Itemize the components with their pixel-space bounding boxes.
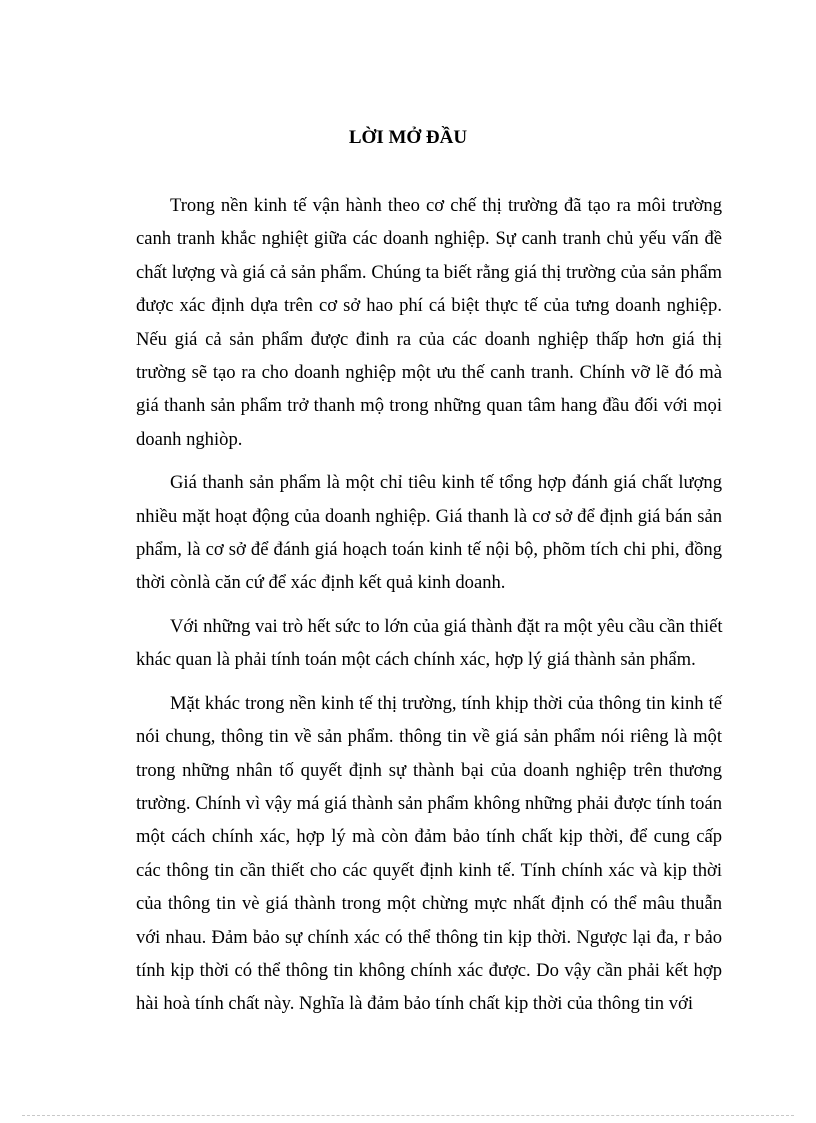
text-line: chất lượng và giá cả sản phẩm. Chúng ta biết rằng giá thị trường của sản phẩm: [136, 261, 722, 283]
text-line: trường. Chính vì vậy má giá thành sản phẩm không những phải được tính toán: [136, 792, 722, 814]
page-title: LỜI MỞ ĐẦU: [348, 127, 468, 148]
text-line: khác quan là phải tính toán một cách chính xác, hợp lý giá thành sản phẩm.: [136, 649, 696, 671]
text-line: trong những nhân tố quyết định sự thành bại của doanh nghiệp trên thương: [136, 759, 722, 781]
text-line: nhiều mặt hoạt động của doanh nghiệp. Giá thanh là cơ sở để định giá bán sản: [136, 505, 722, 527]
paragraph-3: [136, 610, 722, 677]
text-line: doanh nghiòp.: [136, 428, 243, 450]
text-line: được xác định dựa trên cơ sở hao phí cá biệt thực tế của tưng doanh nghiệp.: [136, 295, 722, 317]
text-line: trường sẽ tạo ra cho doanh nghiệp một ưu thế canh tranh. Chính vỡ lẽ đó mà: [136, 362, 722, 384]
text-line: các thông tin cần thiết cho các quyết định kinh tế. Tính chính xác và kịp thời: [136, 859, 722, 881]
page-bottom-divider: [22, 1115, 794, 1116]
text-line: Nếu giá cả sản phẩm được đinh ra của các doanh nghiệp thấp hơn giá thị: [136, 328, 722, 350]
text-line: tính kịp thời có thể thông tin không chính xác được. Do vậy cần phải kết hợp: [136, 959, 722, 981]
text-line: một cách chính xác, hợp lý mà còn đảm bảo tính chất kịp thời, để cung cấp: [136, 826, 722, 848]
text-line: thời cònlà căn cứ để xác định kết quả kinh doanh.: [136, 572, 506, 594]
text-line: canh tranh khắc nghiệt giữa các doanh nghiệp. Sự canh tranh chủ yếu vấn đề: [136, 228, 722, 250]
paragraph-2: [136, 466, 722, 600]
text-line: Mặt khác trong nền kinh tế thị trường, tính khịp thời của thông tin kinh tế: [170, 692, 722, 714]
text-line: với nhau. Đảm bảo sự chính xác có thể thông tin kịp thời. Ngược lại đa, r bảo: [136, 926, 722, 948]
body-text: [136, 189, 722, 1021]
paragraph-4: [136, 687, 722, 1021]
text-line: giá thanh sản phẩm trở thanh mộ trong những quan tâm hang đầu đối với mọi: [136, 395, 722, 417]
text-line: Với những vai trò hết sức to lớn của giá thành đặt ra một yêu cầu cần thiết: [170, 615, 723, 637]
paragraph-1: [136, 189, 722, 456]
text-line: Trong nền kinh tế vận hành theo cơ chế thị trường đã tạo ra môi trường: [170, 195, 722, 216]
text-line: Giá thanh sản phẩm là một chỉ tiêu kinh tế tổng hợp đánh giá chất lượng: [170, 472, 722, 494]
text-line: nói chung, thông tin về sản phẩm. thông tin về giá sản phẩm nói riêng là một: [136, 726, 722, 748]
text-line: hài hoà tính chất này. Nghĩa là đảm bảo tính chất kịp thời của thông tin với: [136, 993, 694, 1015]
text-line: phẩm, là cơ sở để đánh giá hoạch toán kinh tế nội bộ, phõm tích chi phi, đồng: [136, 539, 722, 561]
text-line: của thông tin vè giá thành trong một chừng mực nhất định có thể mâu thuẫn: [136, 893, 722, 915]
